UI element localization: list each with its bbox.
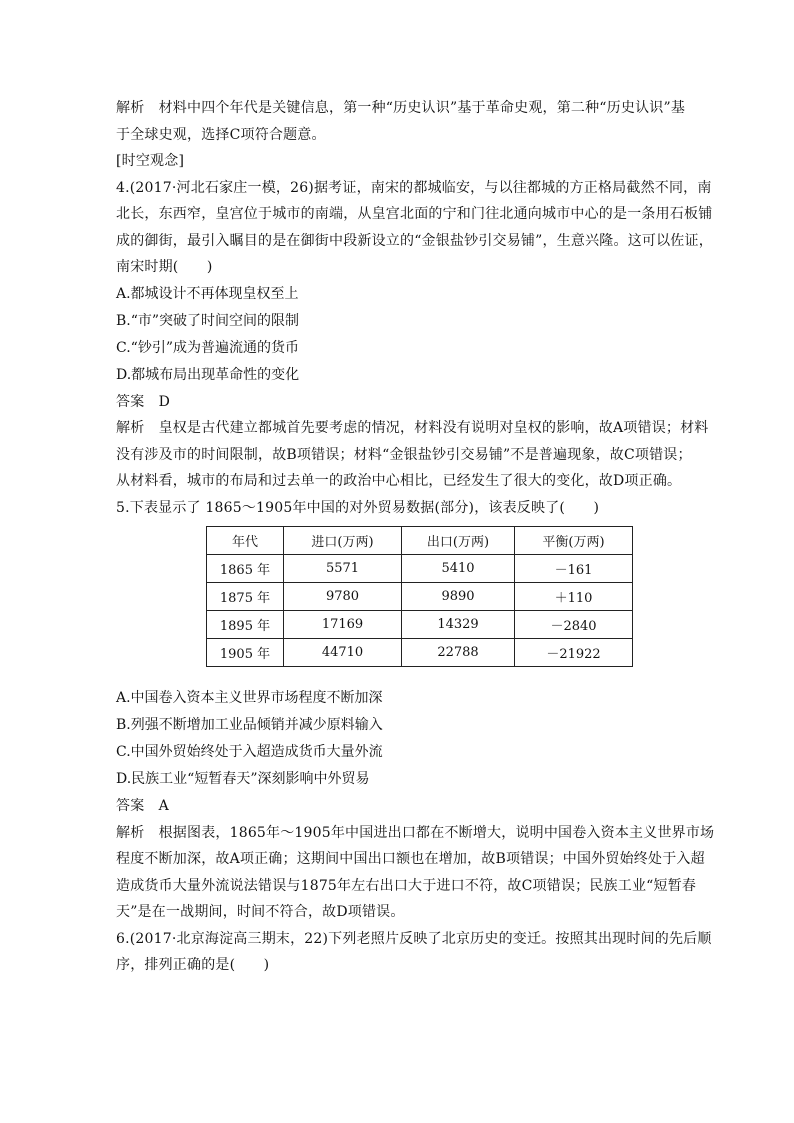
q5-analysis-line: 解析 根据图表，1865年～1905年中国进出口都在不断增大，说明中国卷入资本主义世界市场 [116,824,715,841]
table-row [207,555,633,583]
q5-analysis-line: 造成货币大量外流说法错误与1875年左右出口大于进口不符，故C项错误；民族工业“短暂春 [116,877,697,894]
q4-option-d: D.都城布局出现革命性的变化 [116,366,300,383]
table-cell: －21922 [515,639,633,667]
table-cell: 1865 年 [207,555,284,583]
table-row [207,583,633,611]
q4-analysis-line: 没有涉及市的时间限制，故B项错误；材料“金银盐钞引交易铺”不是普遍现象，故C项错误； [116,446,692,463]
q4-stem-line: 北长，东西窄，皇宫位于城市的南端，从皇宫北面的宁和门往北通向城市中心的是一条用石板铺 [116,206,713,222]
q6-stem-line: 6.(2017·北京海淀高三期末，22)下列老照片反映了北京历史的变迁。按照其出现时间的先后顺 [116,930,712,947]
table-header: 年代 [207,527,284,555]
table-cell: 1905 年 [207,639,284,667]
table-cell: 17169 [284,611,402,639]
q4-analysis-line: 解析 皇权是古代建立都城首先要考虑的情况，材料没有说明对皇权的影响，故A项错误；材料 [116,420,709,436]
table-cell: ＋110 [515,583,633,611]
table-cell: 5571 [284,555,402,583]
table-cell: 1895 年 [207,611,284,639]
section-label: [时空观念] [116,153,185,169]
q4-stem-line: 南宋时期( ) [116,259,213,275]
q4-answer: 答案 D [116,393,171,410]
table-cell: 44710 [284,639,402,667]
q5-option-b: B.列强不断增加工业品倾销并减少原料输入 [116,717,383,733]
table-header: 平衡(万两) [515,527,633,555]
table-row [207,639,633,667]
table-cell: －161 [515,555,633,583]
q5-option-a: A.中国卷入资本主义世界市场程度不断加深 [116,690,383,706]
table-row [207,611,633,639]
q4-option-a: A.都城设计不再体现皇权至上 [116,285,299,302]
q3-analysis-line: 于全球史观，选择C项符合题意。 [116,126,326,143]
q5-option-c: C.中国外贸始终处于入超造成货币大量外流 [116,744,383,760]
table-cell: 22788 [402,639,515,667]
q4-stem-line: 成的御街，最引入瞩目的是在御街中段新设立的“金银盐钞引交易铺”，生意兴隆。这可以佐证， [116,232,713,249]
q4-option-b: B.“市”突破了时间空间的限制 [116,312,300,329]
q4-analysis-line: 从材料看，城市的布局和过去单一的政治中心相比，已经发生了很大的变化，故D项正确。 [116,473,682,489]
table-cell: 1875 年 [207,583,284,611]
table-cell: 14329 [402,611,515,639]
table-header-row [207,527,633,555]
trade-table [206,526,633,667]
q6-stem-line: 序，排列正确的是( ) [116,957,270,973]
q4-stem-line: 4.(2017·河北石家庄一模，26)据考证，南宋的都城临安，与以往都城的方正格局截然不同，南 [116,179,712,196]
q5-analysis-line: 天”是在一战期间，时间不符合，故D项错误。 [116,904,405,920]
table-header: 出口(万两) [402,527,515,555]
table-header: 进口(万两) [284,527,402,555]
q5-option-d: D.民族工业“短暂春天”深刻影响中外贸易 [116,771,370,787]
q5-answer: 答案 A [116,798,169,814]
table-cell: 5410 [402,555,515,583]
q5-analysis-line: 程度不断加深，故A项正确；这期间中国出口额也在增加，故B项错误；中国外贸始终处于入超 [116,851,705,867]
table-cell: 9890 [402,583,515,611]
table-cell: 9780 [284,583,402,611]
q5-stem: 5.下表显示了 1865～1905年中国的对外贸易数据(部分)，该表反映了( ) [116,499,600,516]
q3-analysis-line: 解析 材料中四个年代是关键信息，第一种“历史认识”基于革命史观，第二种“历史认识”基 [116,100,686,116]
table-cell: －2840 [515,611,633,639]
q4-option-c: C.“钞引”成为普遍流通的货币 [116,339,299,356]
document-page [116,95,715,979]
